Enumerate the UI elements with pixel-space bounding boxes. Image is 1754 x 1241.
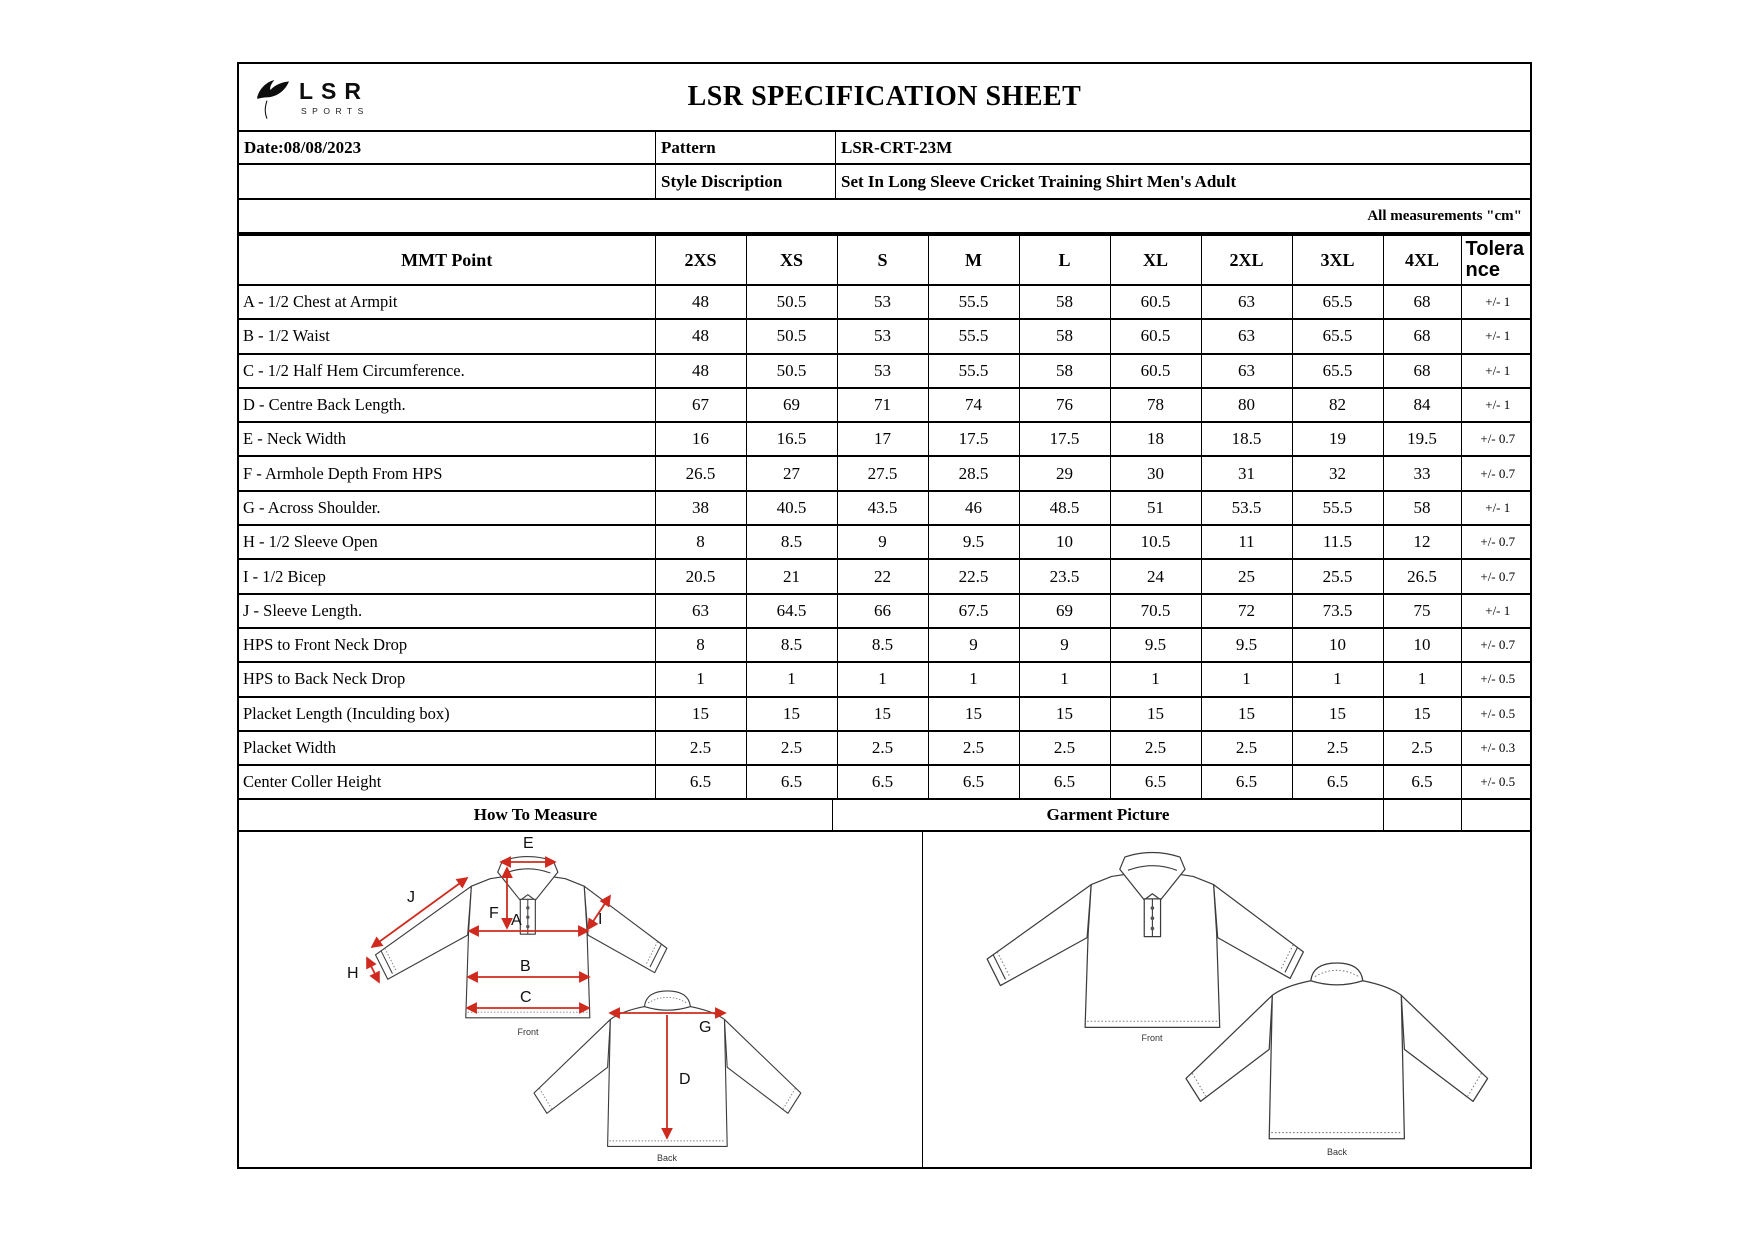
measurement-cell: 84 (1383, 388, 1461, 422)
measurement-cell: 58 (1019, 285, 1110, 319)
row-label: Center Coller Height (239, 765, 655, 799)
measurement-cell: 65.5 (1292, 285, 1383, 319)
table-row (239, 731, 1532, 765)
title-row (239, 64, 1530, 132)
units-note: All measurements "cm" (1367, 207, 1522, 224)
pattern-value: LSR-CRT-23M (835, 132, 1530, 163)
tolerance-cell: +/- 0.5 (1461, 662, 1532, 696)
specification-sheet (237, 62, 1532, 1169)
table-row (239, 594, 1532, 628)
measurement-cell: 64.5 (746, 594, 837, 628)
measurement-cell: 15 (928, 697, 1019, 731)
measurement-cell: 63 (1201, 354, 1292, 388)
measurement-cell: 8.5 (746, 628, 837, 662)
measurement-cell: 53 (837, 319, 928, 353)
measure-letter-A: A (511, 912, 522, 930)
tolerance-cell: +/- 0.3 (1461, 731, 1532, 765)
measurement-cell: 6.5 (746, 765, 837, 799)
garment-back-drawing (1186, 963, 1488, 1157)
table-row (239, 559, 1532, 593)
row-label: B - 1/2 Waist (239, 319, 655, 353)
measurement-cell: 58 (1383, 491, 1461, 525)
measurement-cell: 31 (1201, 456, 1292, 490)
section-empty-cell-2 (1461, 800, 1530, 830)
table-row (239, 422, 1532, 456)
measurement-cell: 1 (1110, 662, 1201, 696)
column-header-3xl: 3XL (1292, 235, 1383, 285)
measurement-cell: 2.5 (1201, 731, 1292, 765)
row-label: J - Sleeve Length. (239, 594, 655, 628)
measurement-cell: 25.5 (1292, 559, 1383, 593)
measure-letter-G: G (699, 1019, 712, 1037)
style-row (239, 165, 1530, 200)
tolerance-cell: +/- 0.7 (1461, 559, 1532, 593)
table-row (239, 354, 1532, 388)
measurement-cell: 2.5 (655, 731, 746, 765)
measurement-cell: 6.5 (1110, 765, 1201, 799)
row-label: H - 1/2 Sleeve Open (239, 525, 655, 559)
measurement-cell: 1 (1292, 662, 1383, 696)
measurement-cell: 15 (1110, 697, 1201, 731)
row-label: F - Armhole Depth From HPS (239, 456, 655, 490)
row-label: G - Across Shoulder. (239, 491, 655, 525)
measurement-cell: 68 (1383, 319, 1461, 353)
units-row (239, 200, 1530, 234)
measure-letter-B: B (520, 958, 531, 976)
row-label: HPS to Front Neck Drop (239, 628, 655, 662)
measurement-cell: 48 (655, 285, 746, 319)
measurement-cell: 19 (1292, 422, 1383, 456)
measure-letter-E: E (523, 835, 534, 853)
garment-front-caption: Front (1141, 1033, 1163, 1044)
garment-picture-diagram (923, 832, 1532, 1169)
measurement-cell: 60.5 (1110, 319, 1201, 353)
measurement-cell: 71 (837, 388, 928, 422)
drawings-row (239, 832, 1530, 1169)
measurement-cell: 50.5 (746, 285, 837, 319)
measurement-cell: 29 (1019, 456, 1110, 490)
date-pattern-row (239, 132, 1530, 165)
column-header-2xl: 2XL (1201, 235, 1292, 285)
tolerance-cell: +/- 0.7 (1461, 456, 1532, 490)
measurement-cell: 48 (655, 354, 746, 388)
how-to-measure-diagram (239, 832, 922, 1169)
measurement-cell: 12 (1383, 525, 1461, 559)
column-header-tolerance: Tolerance (1461, 235, 1532, 285)
measurement-cell: 1 (837, 662, 928, 696)
measurement-cell: 38 (655, 491, 746, 525)
lsr-logo (253, 71, 369, 125)
measurement-cell: 9.5 (1201, 628, 1292, 662)
tolerance-cell: +/- 0.7 (1461, 628, 1532, 662)
measurement-cell: 73.5 (1292, 594, 1383, 628)
measurement-cell: 55.5 (928, 285, 1019, 319)
table-row (239, 388, 1532, 422)
measurement-cell: 9 (837, 525, 928, 559)
spec-table-body (239, 285, 1532, 799)
measurement-cell: 27.5 (837, 456, 928, 490)
measurement-cell: 2.5 (746, 731, 837, 765)
measurement-cell: 9.5 (1110, 628, 1201, 662)
garment-back-caption: Back (1326, 1147, 1348, 1158)
column-header-l: L (1019, 235, 1110, 285)
measurement-cell: 75 (1383, 594, 1461, 628)
measurement-cell: 66 (837, 594, 928, 628)
measurement-cell: 25 (1201, 559, 1292, 593)
table-row (239, 662, 1532, 696)
measurement-cell: 51 (1110, 491, 1201, 525)
logo-text (299, 80, 369, 116)
measure-letter-I: I (598, 911, 603, 929)
measure-letter-C: C (520, 989, 532, 1007)
measurement-cell: 48.5 (1019, 491, 1110, 525)
table-row (239, 765, 1532, 799)
measurement-cell: 1 (1019, 662, 1110, 696)
measurement-cell: 17.5 (928, 422, 1019, 456)
measurement-cell: 1 (928, 662, 1019, 696)
measurement-cell: 15 (1019, 697, 1110, 731)
column-header-s: S (837, 235, 928, 285)
measurement-cell: 2.5 (1292, 731, 1383, 765)
measurement-cell: 6.5 (1292, 765, 1383, 799)
measurement-cell: 2.5 (1383, 731, 1461, 765)
measurement-cell: 6.5 (1019, 765, 1110, 799)
section-header-row (239, 800, 1530, 832)
tolerance-cell: +/- 1 (1461, 285, 1532, 319)
style-label: Style Discription (655, 165, 835, 198)
measurement-cell: 1 (1383, 662, 1461, 696)
measurement-cell: 19.5 (1383, 422, 1461, 456)
logo-subtitle: SPORTS (301, 106, 369, 116)
table-row (239, 697, 1532, 731)
measurement-cell: 26.5 (1383, 559, 1461, 593)
table-row (239, 456, 1532, 490)
how-to-measure-cell (239, 832, 922, 1169)
measurement-cell: 40.5 (746, 491, 837, 525)
measurement-cell: 74 (928, 388, 1019, 422)
measurement-cell: 32 (1292, 456, 1383, 490)
measurement-cell: 68 (1383, 354, 1461, 388)
measure-letter-J: J (407, 889, 415, 907)
measurement-cell: 50.5 (746, 319, 837, 353)
measurement-cell: 6.5 (837, 765, 928, 799)
table-row (239, 525, 1532, 559)
measurement-cell: 58 (1019, 319, 1110, 353)
garment-picture-header: Garment Picture (832, 800, 1383, 830)
measurement-cell: 50.5 (746, 354, 837, 388)
measurement-cell: 10 (1383, 628, 1461, 662)
column-header-m: M (928, 235, 1019, 285)
measurement-cell: 21 (746, 559, 837, 593)
measurement-cell: 10 (1292, 628, 1383, 662)
row-label: E - Neck Width (239, 422, 655, 456)
row-label: C - 1/2 Half Hem Circumference. (239, 354, 655, 388)
measurement-cell: 6.5 (655, 765, 746, 799)
measurement-cell: 60.5 (1110, 285, 1201, 319)
table-row (239, 491, 1532, 525)
column-header-2xs: 2XS (655, 235, 746, 285)
measurement-cell: 6.5 (1383, 765, 1461, 799)
measurement-cell: 53.5 (1201, 491, 1292, 525)
row-label: I - 1/2 Bicep (239, 559, 655, 593)
column-header-xs: XS (746, 235, 837, 285)
tolerance-cell: +/- 1 (1461, 491, 1532, 525)
tolerance-cell: +/- 0.7 (1461, 422, 1532, 456)
measurement-cell: 15 (1383, 697, 1461, 731)
front-caption: Front (517, 1027, 539, 1038)
measurement-cell: 80 (1201, 388, 1292, 422)
measurement-cell: 46 (928, 491, 1019, 525)
measurement-cell: 69 (1019, 594, 1110, 628)
pattern-label: Pattern (655, 132, 835, 163)
measurement-cell: 8 (655, 628, 746, 662)
garment-picture-cell (922, 832, 1532, 1169)
column-header-4xl: 4XL (1383, 235, 1461, 285)
tolerance-cell: +/- 0.5 (1461, 765, 1532, 799)
back-caption: Back (656, 1153, 678, 1164)
row-label: Placket Length (Inculding box) (239, 697, 655, 731)
measurement-cell: 60.5 (1110, 354, 1201, 388)
measurement-cell: 17 (837, 422, 928, 456)
measure-letter-H: H (347, 965, 359, 983)
sheet-title: LSR SPECIFICATION SHEET (687, 81, 1082, 112)
measurement-cell: 18 (1110, 422, 1201, 456)
measurement-cell: 72 (1201, 594, 1292, 628)
measurement-cell: 9 (1019, 628, 1110, 662)
measurement-cell: 2.5 (928, 731, 1019, 765)
table-header-row (239, 235, 1532, 285)
measurement-cell: 55.5 (1292, 491, 1383, 525)
measure-letter-F: F (489, 905, 499, 923)
measurement-cell: 15 (1292, 697, 1383, 731)
measurement-cell: 69 (746, 388, 837, 422)
measurement-cell: 53 (837, 285, 928, 319)
measurement-cell: 8 (655, 525, 746, 559)
measurement-cell: 27 (746, 456, 837, 490)
measurement-cell: 15 (837, 697, 928, 731)
measurement-cell: 11 (1201, 525, 1292, 559)
measurement-cell: 82 (1292, 388, 1383, 422)
measurement-cell: 33 (1383, 456, 1461, 490)
measurement-cell: 55.5 (928, 319, 1019, 353)
table-row (239, 628, 1532, 662)
measure-arrow-H (367, 958, 379, 982)
measurement-cell: 6.5 (928, 765, 1019, 799)
measurement-cell: 9.5 (928, 525, 1019, 559)
how-to-measure-header: How To Measure (473, 805, 598, 825)
measurement-cell: 1 (655, 662, 746, 696)
tolerance-cell: +/- 1 (1461, 319, 1532, 353)
measurement-cell: 53 (837, 354, 928, 388)
measurement-cell: 23.5 (1019, 559, 1110, 593)
measurement-cell: 15 (655, 697, 746, 731)
measurement-cell: 26.5 (655, 456, 746, 490)
table-row (239, 319, 1532, 353)
measurement-cell: 16.5 (746, 422, 837, 456)
measurement-cell: 2.5 (837, 731, 928, 765)
tolerance-cell: +/- 1 (1461, 354, 1532, 388)
measurement-cell: 24 (1110, 559, 1201, 593)
measurement-cell: 11.5 (1292, 525, 1383, 559)
measurement-cell: 55.5 (928, 354, 1019, 388)
measurement-cell: 30 (1110, 456, 1201, 490)
measurement-cell: 58 (1019, 354, 1110, 388)
measurement-cell: 22.5 (928, 559, 1019, 593)
column-header-xl: XL (1110, 235, 1201, 285)
measurement-cell: 43.5 (837, 491, 928, 525)
measurement-cell: 18.5 (1201, 422, 1292, 456)
tolerance-cell: +/- 1 (1461, 594, 1532, 628)
measurement-cell: 63 (1201, 319, 1292, 353)
measurement-cell: 70.5 (1110, 594, 1201, 628)
measurement-cell: 78 (1110, 388, 1201, 422)
tolerance-cell: +/- 1 (1461, 388, 1532, 422)
measurement-cell: 63 (1201, 285, 1292, 319)
logo-brand: LSR (299, 78, 369, 104)
measurement-cell: 6.5 (1201, 765, 1292, 799)
measurement-cell: 63 (655, 594, 746, 628)
column-header-mmt-point: MMT Point (239, 235, 655, 285)
table-row (239, 285, 1532, 319)
tolerance-cell: +/- 0.5 (1461, 697, 1532, 731)
row-label: D - Centre Back Length. (239, 388, 655, 422)
measurement-cell: 1 (1201, 662, 1292, 696)
measurement-cell: 10 (1019, 525, 1110, 559)
section-empty-cell-1 (1383, 800, 1461, 830)
measurement-cell: 8.5 (837, 628, 928, 662)
measurement-cell: 28.5 (928, 456, 1019, 490)
style-empty-cell (239, 165, 655, 198)
measurement-cell: 15 (1201, 697, 1292, 731)
measurement-cell: 2.5 (1019, 731, 1110, 765)
row-label: Placket Width (239, 731, 655, 765)
measurement-cell: 16 (655, 422, 746, 456)
tolerance-cell: +/- 0.7 (1461, 525, 1532, 559)
lsr-swoosh-icon (253, 71, 293, 125)
measurement-cell: 22 (837, 559, 928, 593)
date-label: Date:08/08/2023 (244, 137, 362, 157)
measurement-cell: 65.5 (1292, 319, 1383, 353)
measure-letter-D: D (679, 1071, 691, 1089)
measurement-cell: 9 (928, 628, 1019, 662)
measurement-cell: 68 (1383, 285, 1461, 319)
style-value: Set In Long Sleeve Cricket Training Shirt Men's Adult (835, 165, 1530, 198)
measurement-cell: 65.5 (1292, 354, 1383, 388)
measurement-cell: 76 (1019, 388, 1110, 422)
measurement-cell: 17.5 (1019, 422, 1110, 456)
measurement-cell: 2.5 (1110, 731, 1201, 765)
measurement-cell: 8.5 (746, 525, 837, 559)
row-label: A - 1/2 Chest at Armpit (239, 285, 655, 319)
measurement-cell: 10.5 (1110, 525, 1201, 559)
measurement-cell: 15 (746, 697, 837, 731)
row-label: HPS to Back Neck Drop (239, 662, 655, 696)
front-shirt-measure-drawing (347, 835, 667, 1037)
measurement-cell: 67 (655, 388, 746, 422)
measurement-cell: 1 (746, 662, 837, 696)
measurement-cell: 48 (655, 319, 746, 353)
measurement-cell: 67.5 (928, 594, 1019, 628)
spec-table (239, 234, 1532, 800)
measurement-cell: 20.5 (655, 559, 746, 593)
